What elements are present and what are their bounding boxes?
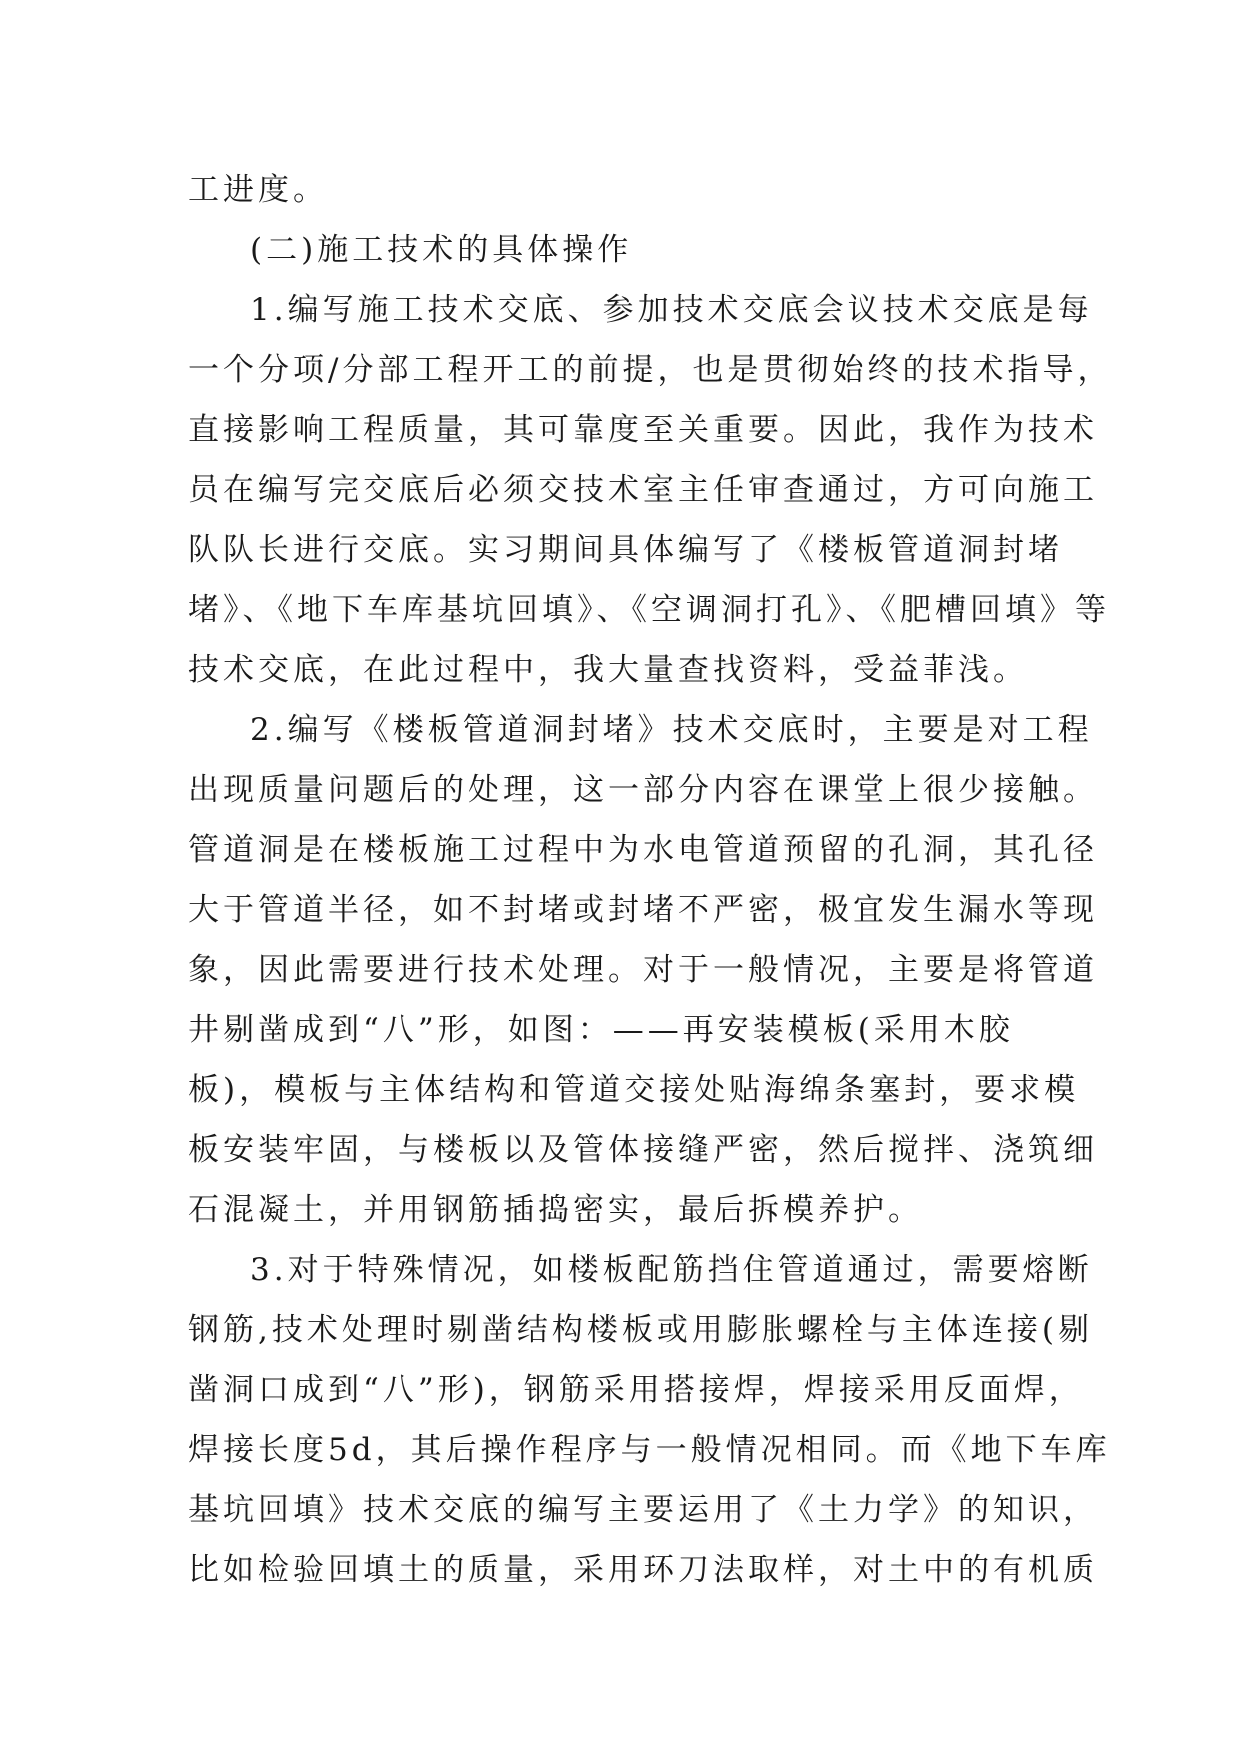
- paragraph-1-line: 直接影响工程质量，其可靠度至关重要。因此，我作为技术: [188, 412, 1098, 448]
- document-body: [188, 160, 1113, 1600]
- paragraph-3-line: 钢筋,技术处理时剔凿结构楼板或用膨胀螺栓与主体连接(剔: [188, 1312, 1093, 1348]
- paragraph-2-line: 象，因此需要进行技术处理。对于一般情况，主要是将管道: [188, 952, 1098, 988]
- paragraph-2-line: 大于管道半径，如不封堵或封堵不严密，极宜发生漏水等现: [188, 892, 1098, 928]
- paragraph-2-line: 出现质量问题后的处理，这一部分内容在课堂上很少接触。: [188, 772, 1098, 808]
- paragraph-2-line: 2.编写《楼板管道洞封堵》技术交底时，主要是对工程: [250, 712, 1093, 748]
- paragraph-2-line: 板)，模板与主体结构和管道交接处贴海绵条塞封，要求模: [188, 1072, 1080, 1108]
- paragraph-1-line: 堵》、《地下车库基坑回填》、《空调洞打孔》、《肥槽回填》等: [188, 592, 1110, 628]
- paragraph-3-line: 3.对于特殊情况，如楼板配筋挡住管道通过，需要熔断: [250, 1252, 1093, 1288]
- paragraph-3-line: 基坑回填》技术交底的编写主要运用了《土力学》的知识，: [188, 1492, 1098, 1528]
- paragraph-2-line: 井剔凿成到“八”形，如图：——再安装模板(采用木胶: [188, 1012, 1014, 1048]
- paragraph-1-line: 技术交底，在此过程中，我大量查找资料，受益菲浅。: [188, 652, 1028, 688]
- paragraph-3-line: 比如检验回填土的质量，采用环刀法取样，对土中的有机质: [188, 1552, 1098, 1588]
- paragraph-3-line: 凿洞口成到“八”形)，钢筋采用搭接焊，焊接采用反面焊，: [188, 1372, 1084, 1408]
- paragraph-3-line: 焊接长度5d，其后操作程序与一般情况相同。而《地下车库: [188, 1432, 1111, 1468]
- paragraph-continuation-line: 工进度。: [188, 172, 328, 208]
- paragraph-2-line: 石混凝土，并用钢筋插捣密实，最后拆模养护。: [188, 1192, 923, 1228]
- paragraph-1-line: 员在编写完交底后必须交技术室主任审查通过，方可向施工: [188, 472, 1098, 508]
- paragraph-1-line: 1.编写施工技术交底、参加技术交底会议技术交底是每: [250, 292, 1093, 328]
- paragraph-2-line: 管道洞是在楼板施工过程中为水电管道预留的孔洞，其孔径: [188, 832, 1098, 868]
- paragraph-1-line: 一个分项/分部工程开工的前提，也是贯彻始终的技术指导，: [188, 352, 1113, 388]
- section-heading: (二)施工技术的具体操作: [250, 232, 633, 268]
- paragraph-1-line: 队队长进行交底。实习期间具体编写了《楼板管道洞封堵: [188, 532, 1063, 568]
- paragraph-2-line: 板安装牢固，与楼板以及管体接缝严密，然后搅拌、浇筑细: [188, 1132, 1098, 1168]
